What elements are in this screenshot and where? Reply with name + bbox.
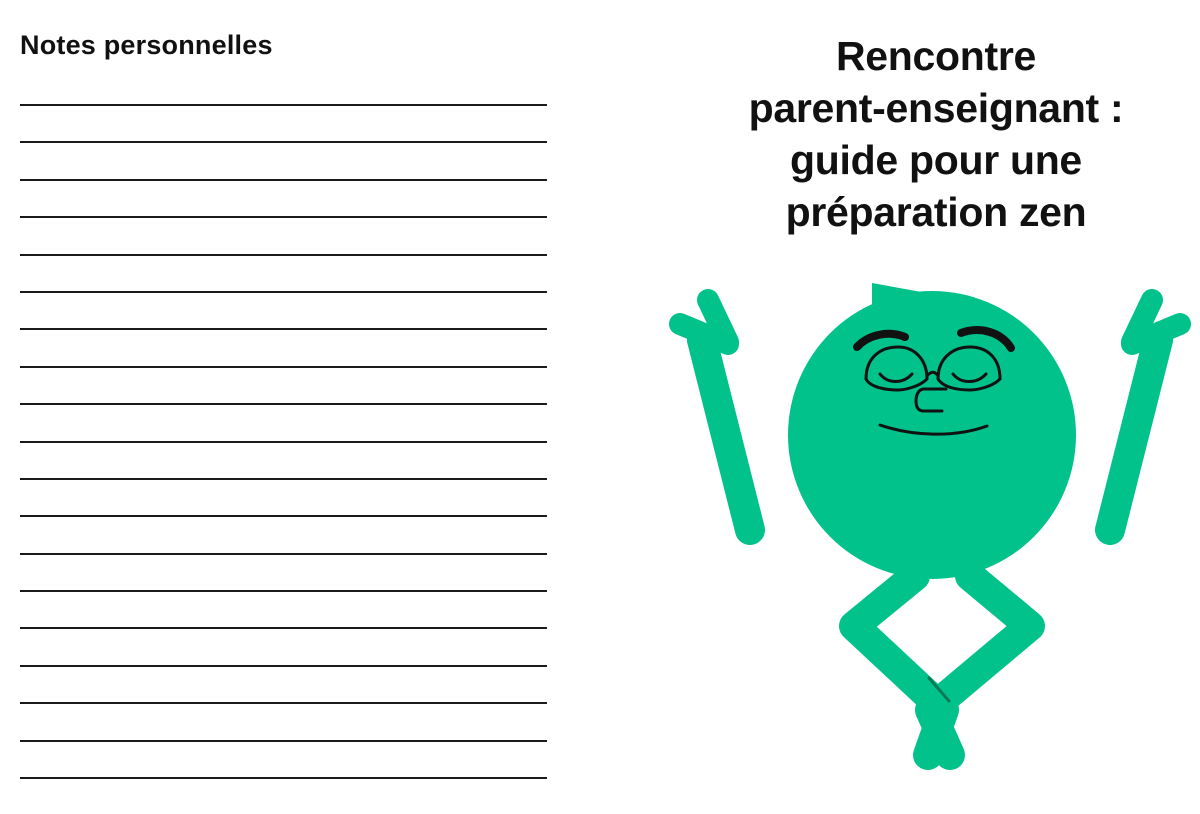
note-writing-line (20, 179, 547, 181)
guide-title-line-4: préparation zen (785, 189, 1087, 235)
note-writing-line (20, 740, 547, 742)
note-writing-line (20, 590, 547, 592)
note-writing-line (20, 254, 547, 256)
note-writing-line (20, 403, 547, 405)
note-writing-line (20, 478, 547, 480)
guide-title-line-2: parent-enseignant : (748, 85, 1124, 131)
notes-heading: Notes personnelles (20, 30, 273, 60)
mascot-left-hand (680, 300, 728, 344)
title-panel (600, 0, 1200, 800)
note-writing-line (20, 441, 547, 443)
guide-title-line-1: Rencontre (835, 33, 1037, 79)
note-writing-line (20, 553, 547, 555)
guide-title (620, 30, 1200, 238)
mascot-legs (854, 576, 1030, 755)
mascot-right-leg (930, 576, 1030, 755)
note-writing-line (20, 328, 547, 330)
notes-panel (0, 0, 600, 800)
note-writing-line (20, 366, 547, 368)
note-writing-line (20, 216, 547, 218)
note-writing-line (20, 291, 547, 293)
mascot-right-hand (1132, 300, 1180, 344)
note-writing-line (20, 627, 547, 629)
mascot-right-arm (1110, 340, 1158, 530)
note-writing-line (20, 104, 547, 106)
mascot-left-arm (702, 340, 750, 530)
guide-title-line-3: guide pour une (790, 137, 1082, 183)
ruled-lines (20, 104, 547, 814)
mascot-body (788, 283, 1076, 579)
note-writing-line (20, 665, 547, 667)
note-writing-line (20, 702, 547, 704)
note-writing-line (20, 515, 547, 517)
note-writing-line (20, 141, 547, 143)
zen-mascot-illustration (660, 275, 1200, 775)
note-writing-line (20, 777, 547, 779)
